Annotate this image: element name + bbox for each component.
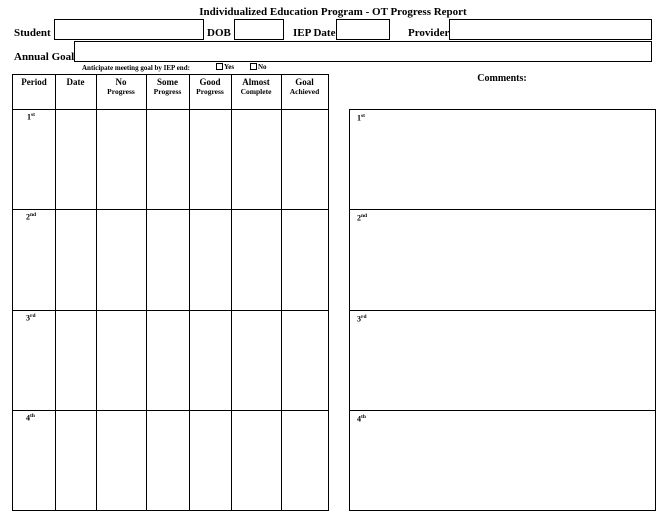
period-number: 3: [357, 314, 361, 324]
period-label-2: [26, 212, 36, 222]
column-header-line1: Date: [66, 77, 85, 87]
period-suffix: th: [30, 413, 35, 419]
column-header-line1: No: [115, 77, 127, 87]
column-header-line2: Achieved: [289, 87, 320, 96]
column-divider: [281, 75, 282, 510]
column-header-line2: Progress: [107, 87, 135, 96]
comment-period-1: [357, 113, 365, 123]
column-header-line1: Good: [199, 77, 221, 87]
period-label-1: [27, 112, 35, 122]
column-header-line1: Goal: [295, 77, 314, 87]
no-label: No: [258, 63, 267, 71]
comment-period-3: [357, 314, 367, 324]
anticipate-question: Anticipate meeting goal by IEP end:: [82, 64, 190, 72]
comment-period-2: [357, 213, 367, 223]
progress-table: [12, 74, 329, 511]
column-divider: [189, 75, 190, 510]
comments-title: Comments:: [477, 73, 527, 84]
period-number: 2: [357, 213, 361, 223]
column-divider: [146, 75, 147, 510]
column-header-no-progress: [96, 77, 146, 97]
student-label: Student: [14, 27, 51, 39]
annual-goal-label: Annual Goal: [14, 51, 75, 63]
dob-field[interactable]: [234, 19, 284, 40]
period-number: 1: [27, 112, 31, 122]
column-header-almost-complete: [231, 77, 281, 97]
column-header-some-progress: [146, 77, 189, 97]
period-number: 3: [26, 313, 30, 323]
period-number: 4: [357, 414, 361, 424]
student-field[interactable]: [54, 19, 204, 40]
provider-label: Provider: [408, 27, 450, 39]
period-suffix: st: [361, 113, 365, 119]
yes-option[interactable]: [216, 63, 234, 71]
period-suffix: rd: [361, 314, 367, 320]
no-checkbox[interactable]: [250, 63, 257, 70]
iep-date-field[interactable]: [336, 19, 390, 40]
page-title: Individualized Education Program - OT Progress Report: [199, 6, 467, 18]
period-suffix: nd: [361, 213, 368, 219]
period-number: 1: [357, 113, 361, 123]
row-divider: [13, 109, 328, 110]
row-divider: [13, 410, 328, 411]
yes-label: Yes: [224, 63, 235, 71]
row-divider: [13, 209, 328, 210]
column-header-good-progress: [189, 77, 231, 97]
column-header-period: [13, 77, 55, 87]
no-option[interactable]: [250, 63, 267, 71]
period-suffix: st: [31, 112, 35, 118]
period-number: 2: [26, 212, 30, 222]
column-divider: [55, 75, 56, 510]
column-divider: [231, 75, 232, 510]
column-header-line2: Progress: [196, 87, 224, 96]
iep-date-label: IEP Date: [293, 27, 336, 39]
column-divider: [96, 75, 97, 510]
column-header-line1: Period: [21, 77, 47, 87]
period-suffix: nd: [30, 212, 37, 218]
period-suffix: th: [361, 414, 366, 420]
row-divider: [13, 310, 328, 311]
period-suffix: rd: [30, 313, 36, 319]
annual-goal-field[interactable]: [74, 41, 652, 62]
provider-field[interactable]: [449, 19, 652, 40]
column-header-date: [55, 77, 96, 87]
column-header-line2: Complete: [240, 87, 272, 96]
row-divider: [350, 410, 655, 411]
column-header-line2: Progress: [153, 87, 182, 96]
column-header-line1: Almost: [242, 77, 270, 87]
dob-label: DOB: [207, 27, 231, 39]
comments-box[interactable]: [349, 109, 656, 511]
period-label-3: [26, 313, 36, 323]
comment-period-4: [357, 414, 366, 424]
period-label-4: [26, 413, 35, 423]
row-divider: [350, 209, 655, 210]
column-header-goal-achieved: [281, 77, 328, 97]
row-divider: [350, 310, 655, 311]
column-header-line1: Some: [157, 77, 178, 87]
period-number: 4: [26, 413, 30, 423]
yes-checkbox[interactable]: [216, 63, 223, 70]
